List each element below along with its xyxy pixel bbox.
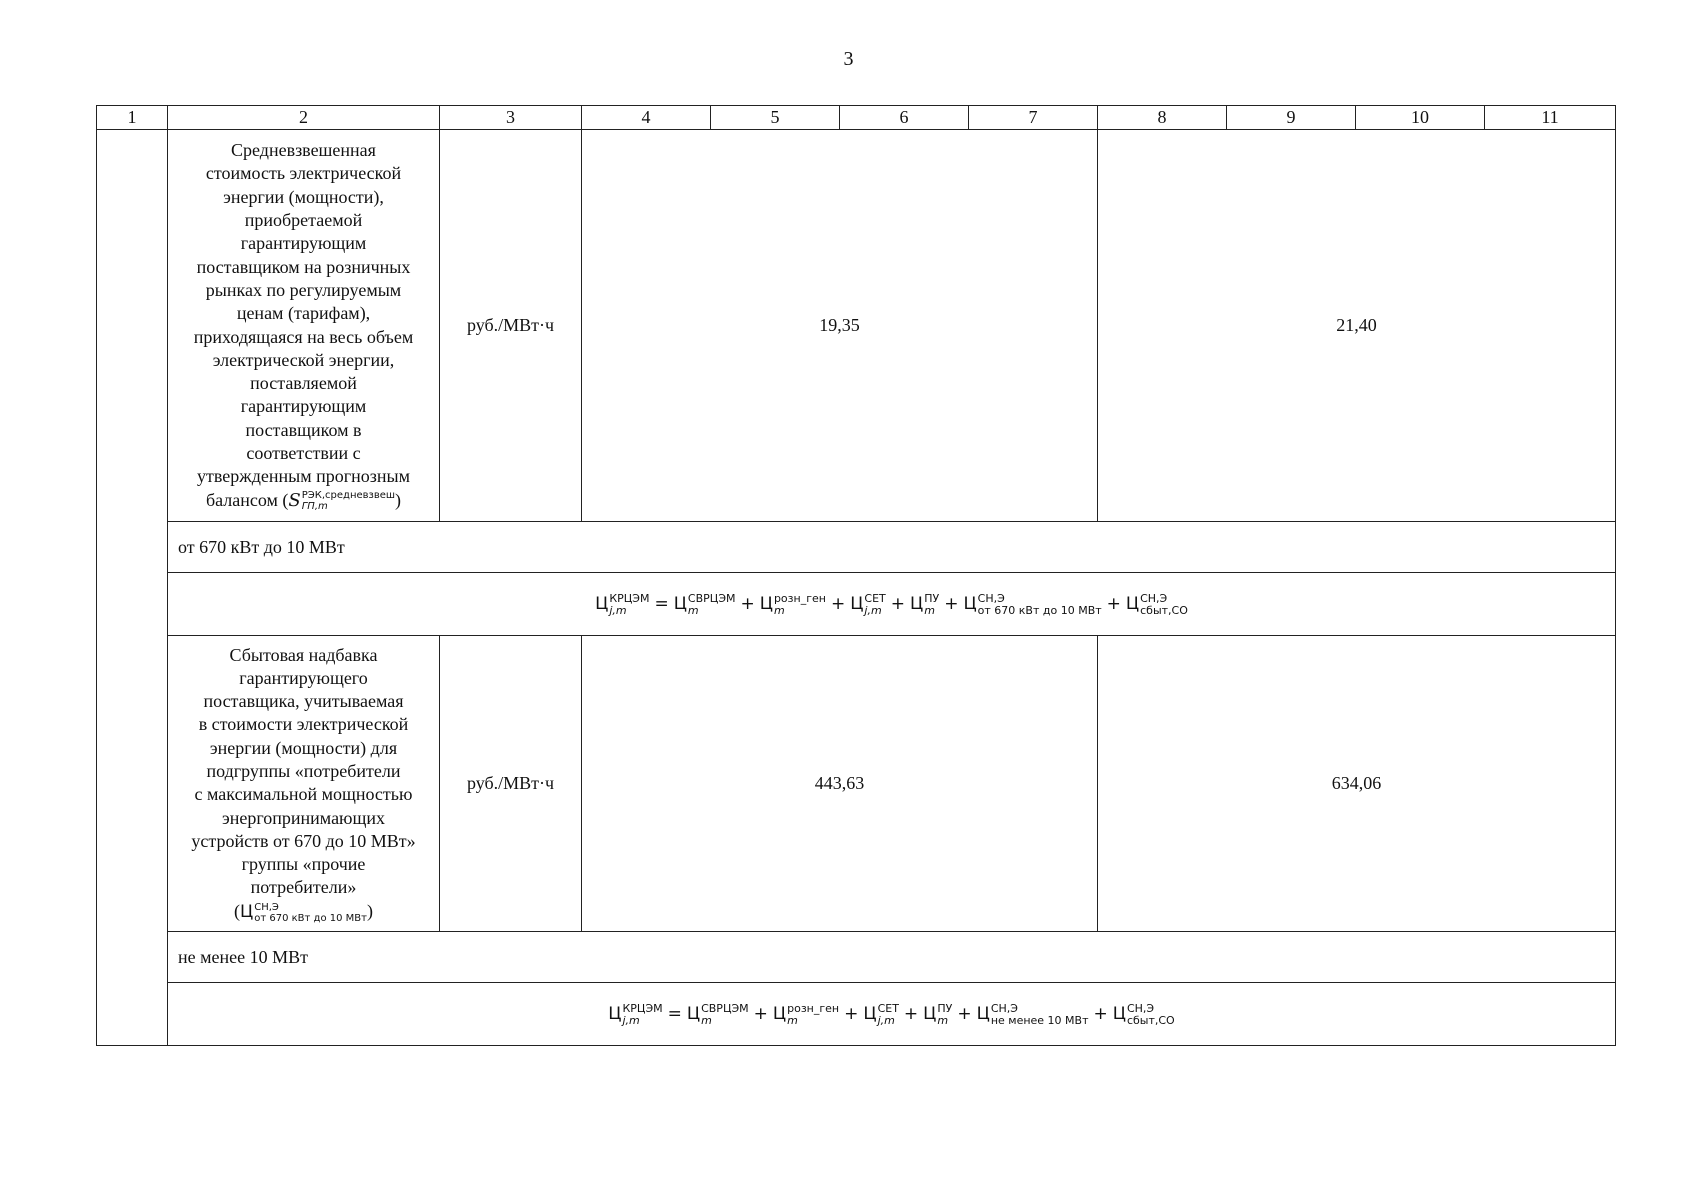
formula-sub: от 670 кВт до 10 МВт — [977, 603, 1102, 617]
formula-sup: КРЦЭМ — [609, 591, 650, 605]
description-line: потребители» — [250, 877, 357, 898]
table-row-group-10 — [97, 932, 1616, 983]
formula-sup: СЕТ — [877, 1001, 899, 1015]
formula-sub: j,m — [877, 1013, 895, 1027]
description-line: энергии (мощности), — [223, 186, 384, 207]
table-row-group-670 — [97, 522, 1616, 573]
formula-index — [701, 1003, 749, 1027]
formula-sub: не менее 10 МВт — [990, 1013, 1089, 1027]
formula-sub: m — [787, 1013, 798, 1027]
formula-operator: + — [957, 1003, 972, 1024]
description-line: с максимальной мощностью — [194, 784, 413, 805]
description-line: энергии (мощности) для — [209, 737, 398, 758]
markup-unit: руб./МВт·ч — [440, 636, 582, 932]
formula-symbol: Ц — [923, 1003, 937, 1024]
formula-operator: + — [844, 1003, 859, 1024]
formula-operator: + — [1106, 593, 1121, 614]
table-row-formula-10 — [97, 983, 1616, 1046]
description-line: в стоимости электрической — [198, 714, 409, 735]
markup-description-last — [174, 900, 433, 924]
formula-symbol: Ц — [850, 593, 864, 614]
formula-operator: = — [654, 593, 669, 614]
formula-sub: сбыт,СО — [1126, 1013, 1175, 1027]
description-line: ценам (тарифам), — [236, 303, 371, 324]
group-label-10: не менее 10 МВт — [168, 932, 1616, 983]
formula-10 — [168, 983, 1616, 1046]
description-line: поставщиком на розничных — [196, 256, 411, 277]
formula-operator: + — [740, 593, 755, 614]
formula-sub: j,m — [622, 1013, 640, 1027]
description-line: Средневзвешенная — [231, 140, 376, 161]
formula-index — [1127, 1003, 1175, 1027]
avg-cost-value-cols-4-7: 19,35 — [582, 130, 1098, 522]
table-row-formula-670 — [97, 573, 1616, 636]
formula-index — [787, 1003, 839, 1027]
description-line: приходящаяся на весь объем — [193, 326, 414, 347]
desc-sub: ГП,m — [301, 501, 328, 513]
formula-operator: + — [1093, 1003, 1108, 1024]
formula-index — [609, 593, 649, 617]
description-line: энергопринимающих — [221, 807, 385, 828]
formula-index — [978, 593, 1102, 617]
table-row-avg-cost — [97, 130, 1616, 522]
formula-sub: m — [924, 603, 935, 617]
markup-value-cols-8-11: 634,06 — [1098, 636, 1616, 932]
formula-index — [878, 1003, 899, 1027]
formula-index — [1140, 593, 1188, 617]
header-col-3: 3 — [440, 106, 582, 130]
formula-index — [622, 1003, 662, 1027]
formula-symbol: Ц — [1112, 1003, 1126, 1024]
formula-symbol: Ц — [673, 593, 687, 614]
description-line: соответствии с — [246, 442, 361, 463]
description-line: гарантирующим — [240, 396, 367, 417]
formula-sub: m — [687, 603, 699, 617]
formula-operator: = — [667, 1003, 682, 1024]
table-row-markup — [97, 636, 1616, 932]
formula-index — [864, 593, 885, 617]
description-line: поставщика, учитываемая — [203, 691, 404, 712]
description-line: гарантирующего — [239, 667, 368, 688]
header-col-11: 11 — [1485, 106, 1616, 130]
avg-cost-value-cols-8-11: 21,40 — [1098, 130, 1616, 522]
markup-value-cols-4-7: 443,63 — [582, 636, 1098, 932]
formula-sub: сбыт,СО — [1140, 603, 1188, 617]
group-label-670: от 670 кВт до 10 МВт — [168, 522, 1616, 573]
desc-text: балансом ( — [205, 489, 289, 510]
formula-sub: m — [701, 1013, 712, 1027]
description-line: подгруппы «потребители — [206, 761, 401, 781]
formula-symbol: Ц — [963, 593, 977, 614]
formula-sup: розн_ген — [787, 1001, 840, 1015]
avg-cost-description-last — [174, 489, 433, 513]
header-col-4: 4 — [582, 106, 711, 130]
formula-symbol: Ц — [910, 593, 924, 614]
formula-symbol: Ц — [976, 1003, 990, 1024]
formula-symbol: Ц — [772, 1003, 787, 1024]
formula-sup: СН,Э — [1140, 591, 1168, 605]
formula-symbol: Ц — [1125, 593, 1140, 614]
desc-sub: от 670 кВт до 10 МВт — [254, 912, 367, 924]
formula-sup: СВРЦЭМ — [701, 1001, 749, 1015]
formula-sup: СН,Э — [977, 591, 1005, 605]
header-col-8: 8 — [1098, 106, 1227, 130]
description-line: гарантирующим — [240, 233, 367, 254]
tariff-table — [96, 105, 1616, 1046]
markup-description — [168, 636, 440, 932]
description-line: утвержденным прогнозным — [197, 466, 410, 487]
header-col-2: 2 — [168, 106, 440, 130]
description-line: приобретаемой — [244, 210, 363, 231]
header-col-10: 10 — [1356, 106, 1485, 130]
description-line: группы «прочие — [241, 854, 366, 875]
description-line: устройств от 670 до 10 МВт» — [191, 830, 416, 851]
desc-sup: СН,Э — [254, 901, 279, 913]
formula-sub: j,m — [864, 603, 882, 617]
formula-operator: + — [944, 593, 959, 614]
formula-sub: j,m — [609, 603, 627, 617]
desc-index — [302, 490, 395, 512]
formula-sub: m — [773, 603, 785, 617]
description-line: поставщиком в — [245, 419, 362, 440]
formula-index — [991, 1003, 1089, 1027]
description-line: электрической энергии, — [212, 349, 395, 370]
formula-index — [924, 593, 939, 617]
description-line: стоимость электрической — [205, 163, 402, 184]
formula-sup: ПУ — [924, 591, 940, 605]
description-line: рынках по регулируемым — [205, 279, 402, 300]
formula-index — [688, 593, 736, 617]
formula-sup: КРЦЭМ — [622, 1001, 663, 1015]
formula-sup: ПУ — [937, 1001, 953, 1015]
formula-symbol: Ц — [686, 1003, 701, 1024]
header-col-7: 7 — [969, 106, 1098, 130]
desc-text: ( — [234, 900, 241, 921]
formula-670 — [168, 573, 1616, 636]
formula-sup: СЕТ — [864, 591, 886, 605]
formula-symbol: Ц — [595, 593, 609, 614]
formula-symbol: Ц — [608, 1003, 622, 1024]
formula-sup: СН,Э — [990, 1001, 1018, 1015]
page-number: 3 — [843, 48, 854, 70]
description-line: Сбытовая надбавка — [229, 644, 378, 665]
header-col-5: 5 — [711, 106, 840, 130]
desc-close: ) — [366, 900, 373, 921]
formula-sup: СН,Э — [1126, 1001, 1155, 1015]
avg-cost-description — [168, 130, 440, 522]
description-line: поставляемой — [250, 373, 357, 394]
formula-symbol: Ц — [759, 593, 773, 614]
formula-sub: m — [937, 1013, 949, 1027]
formula-sup: СВРЦЭМ — [687, 591, 736, 605]
formula-symbol: Ц — [863, 1003, 877, 1024]
desc-close: ) — [395, 489, 402, 510]
header-col-1: 1 — [97, 106, 168, 130]
header-col-9: 9 — [1227, 106, 1356, 130]
header-row — [97, 106, 1616, 130]
avg-cost-unit: руб./МВт·ч — [440, 130, 582, 522]
header-col-6: 6 — [840, 106, 969, 130]
desc-symbol: S — [288, 489, 301, 511]
formula-operator: + — [753, 1003, 768, 1024]
formula-operator: + — [903, 1003, 919, 1024]
desc-symbol: Ц — [240, 901, 254, 922]
index-cell — [97, 130, 168, 1046]
formula-operator: + — [890, 593, 906, 614]
desc-sup: РЭК,средневзвеш — [301, 490, 396, 502]
formula-operator: + — [830, 593, 846, 614]
formula-sup: розн_ген — [773, 591, 826, 605]
formula-index — [774, 593, 826, 617]
formula-index — [937, 1003, 952, 1027]
desc-index — [254, 902, 367, 924]
